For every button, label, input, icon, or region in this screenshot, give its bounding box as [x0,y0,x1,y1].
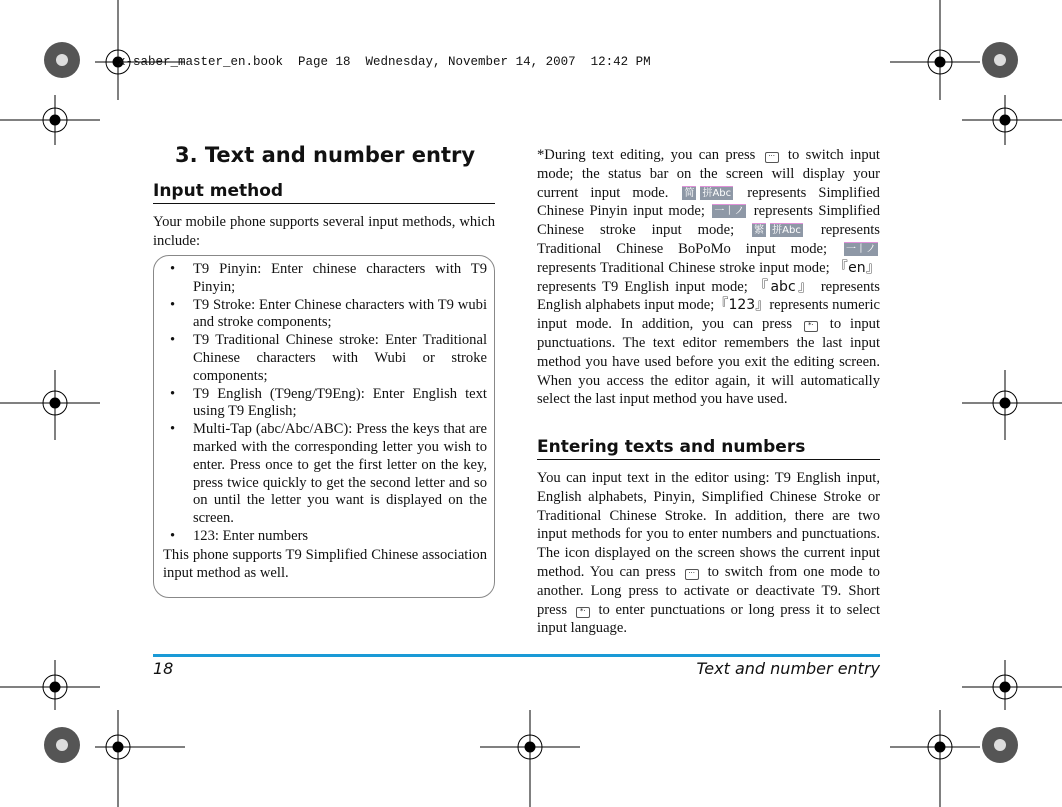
crosshair-icon [962,660,1062,710]
starburst-icon [44,42,80,78]
traditional-stroke-mode-icon: 一丨ノ [845,243,876,255]
print-header: x-saber_master_en.book Page 18 Wednesday, November 14, 2007 12:42 PM [118,55,651,69]
list-item: • T9 Stroke: Enter Chinese characters with T9 wubi and stroke components; [163,297,487,333]
abc-mode-label: 『abc』 [753,278,815,295]
crosshair-icon [0,370,100,440]
list-item: • Multi-Tap (abc/Abc/ABC): Press the keys that are marked with the corresponding letter you wish to enter. Press once to get the first letter on the key, press twice quickly to get the second letter and so on until the letter you want is displayed on the screen. [163,421,487,528]
entering-paragraph [537,469,880,638]
numeric-mode-label: 『123』 [714,297,770,314]
text: represents English alphabets input mode; [537,278,880,314]
crosshair-icon [890,0,980,100]
mode-paragraph [537,146,880,409]
pinyin-mode-icon: 拼Abc [702,187,732,199]
starburst-icon [982,727,1018,763]
crosshair-icon [0,95,100,145]
mode-key-icon: ··· [685,569,699,580]
footer-rule [153,654,880,657]
chapter-title: 3. Text and number entry [175,143,476,167]
text: to enter punctuations or long press it to select input language. [537,601,880,637]
punctuation-key-icon: *· [804,321,818,332]
text: *During text editing, you can press [537,147,756,163]
simplified-mode-icon: 简 [684,187,695,199]
bopomo-mode-icon: 拼Abc [772,225,801,237]
crosshair-icon [962,95,1062,145]
page-number: 18 [153,659,174,678]
traditional-mode-icon: 繁 [754,225,765,237]
text: to input punctuations. The text editor remembers the last input method you have used before you exit the editing screen. When you access the editor again, it will automatically select the last input method you have used. [537,316,881,408]
methods-list [163,261,487,582]
text: You can input text in the editor using: T9 English input, English alphabets, Pinyin, Simplified Chinese Stroke or Traditional Chinese Stroke. In addition, there are two input methods for you to enter numbers and punctuations. The icon displayed on the screen shows the current input method. You can press [537,470,880,580]
heading-input-method: Input method [153,181,495,204]
starburst-icon [982,42,1018,78]
footer-section-title: Text and number entry [696,659,880,678]
note: This phone supports T9 Simplified Chinese association input method as well. [163,546,487,581]
intro-paragraph: Your mobile phone supports several input methods, which include: [153,214,495,249]
text: represents Traditional Chinese stroke input mode; [537,259,830,276]
list-item: • T9 Pinyin: Enter chinese characters with T9 Pinyin; [163,261,487,297]
en-mode-label: 『en』 [833,259,880,276]
punctuation-key-icon: *· [576,607,590,618]
crosshair-icon [0,660,100,710]
mode-key-icon: ··· [765,152,779,163]
heading-entering-texts: Entering texts and numbers [537,437,880,460]
crosshair-icon [962,370,1062,440]
text: represents Simplified Chinese Pinyin input mode; [537,184,880,220]
text: represents Simplified Chinese stroke input mode; [537,203,880,239]
text: represents Traditional Chinese BoPoMo input mode; [537,222,880,257]
stroke-mode-icon: 一丨ノ [714,206,745,218]
text: represents numeric input mode. In addition, you can press [537,297,880,333]
crosshair-icon [95,0,185,100]
list-item: • 123: Enter numbers [163,528,487,546]
text: to switch from one mode to another. Long press to activate or deactivate T9. Short press [537,563,880,618]
crosshair-icon [95,710,185,807]
list-item: • T9 Traditional Chinese stroke: Enter Traditional Chinese characters with Wubi or stroke components; [163,332,487,385]
starburst-icon [44,727,80,763]
text: represents T9 English input mode; [537,278,748,295]
crosshair-icon [480,710,580,807]
crosshair-icon [890,710,980,807]
list-item: • T9 English (T9eng/T9Eng): Enter English text using T9 English; [163,386,487,422]
text: to switch input mode; the status bar on the screen will display your current input mode. [537,147,880,201]
